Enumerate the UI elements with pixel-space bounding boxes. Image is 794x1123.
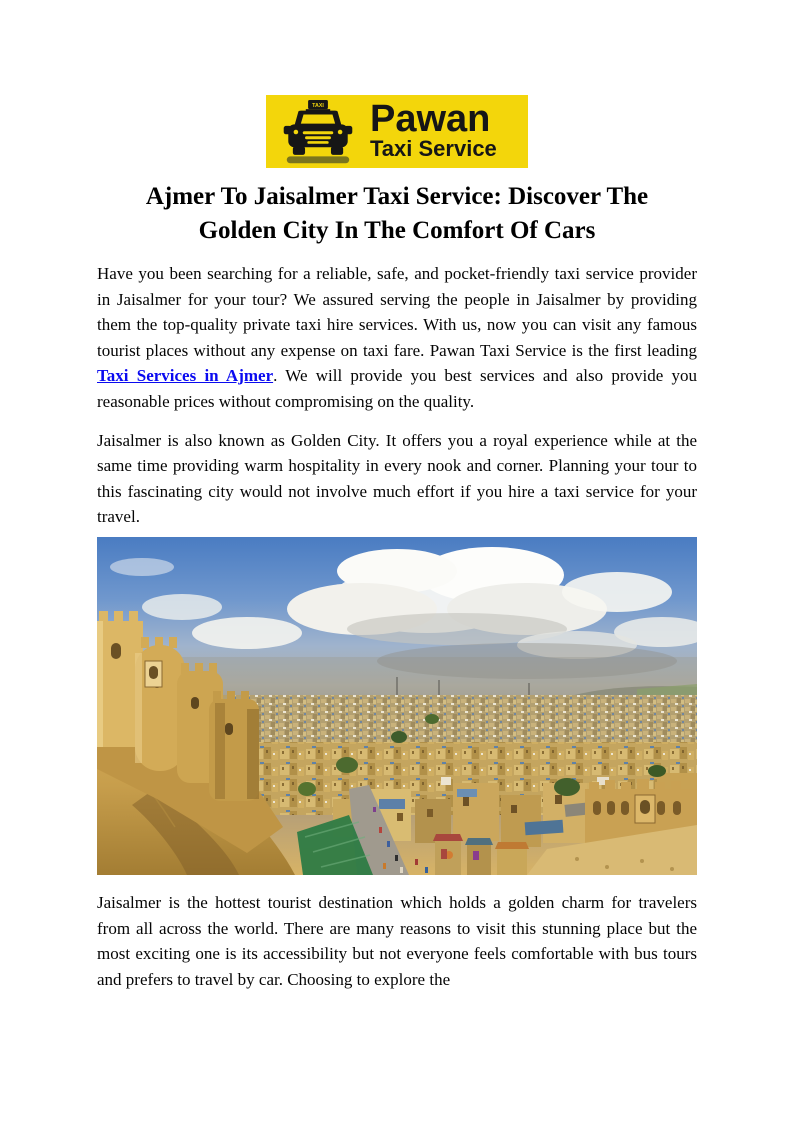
page-title-line1: Ajmer To Jaisalmer Taxi Service: Discover The [145,183,649,210]
logo-text [370,97,497,161]
paragraph-intro [97,261,697,415]
taxi-sign-text: TAXI [312,102,324,109]
paragraph-intro-text-after: . We will provide you best services and also provide you reasonable prices without compromising on the quality. [97,366,697,411]
jaisalmer-photo-graphic [97,537,697,875]
logo-brand-tagline: Taxi Service [370,135,497,161]
jaisalmer-city-photo [97,537,697,875]
paragraph-destination: Jaisalmer is the hottest tourist destination which holds a golden charm for travelers from all across the world. There are many reasons to visit this stunning place but the most exciting one is its accessibility but not everyone feels comfortable with bus tours and prefers to travel by car. Choosing to explore the [97,892,697,989]
logo-brand-name: Pawan [370,97,491,140]
taxi-icon [276,100,360,164]
paragraph-intro-text-before: Have you been searching for a reliable, safe, and pocket-friendly taxi service provider in Jaisalmer for your tour? We assured serving the people in Jaisalmer by providing them the top-quality private taxi hire services. With us, now you can visit any famous tourist places without any expense on taxi fare. Pawan Taxi Service is the first leading [97,264,697,360]
logo-row [97,95,697,168]
page-title-line2: Golden City In The Comfort Of Cars [198,217,596,244]
pawan-taxi-logo [266,95,528,168]
taxi-services-in-ajmer-link[interactable]: Taxi Services in Ajmer [97,366,274,386]
document-page [97,0,697,992]
paragraph-golden-city: Jaisalmer is also known as Golden City. It offers you a royal experience while at the same time providing warm hospitality in every nook and corner. Planning your tour to this fascinating city would not involve much effort if you hire a taxi service for your travel. [97,430,697,527]
page-title [97,180,697,248]
